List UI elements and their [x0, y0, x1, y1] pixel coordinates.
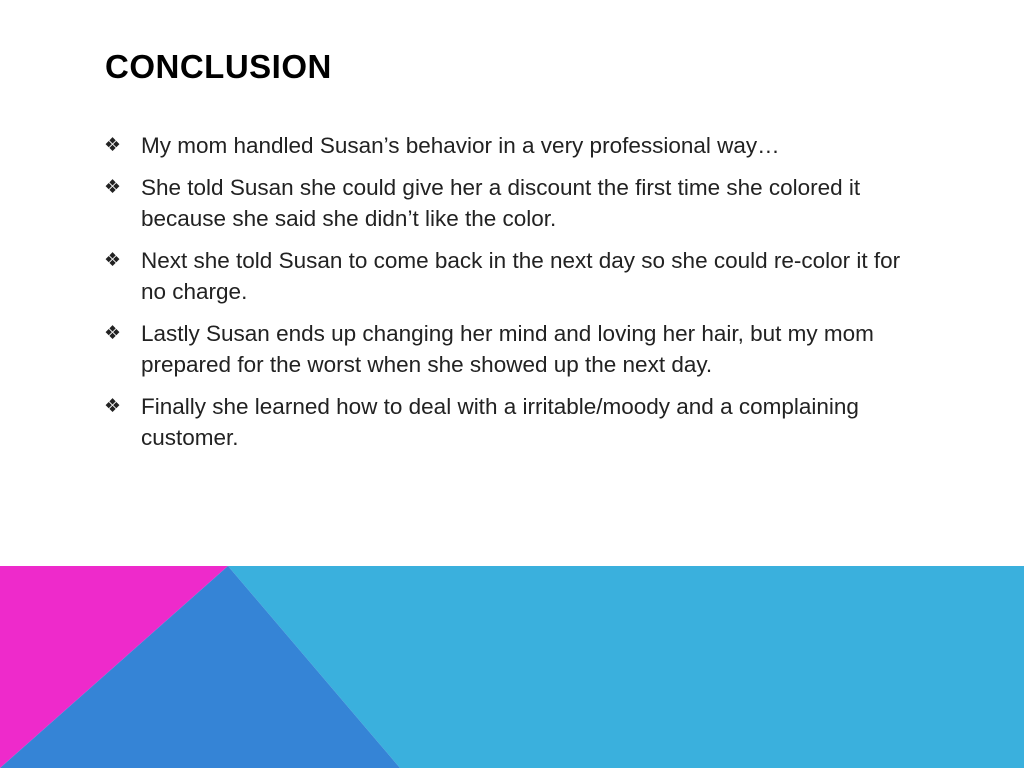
diamond-bullet-icon: ❖	[104, 134, 122, 156]
bullet-item	[104, 391, 924, 453]
diamond-bullet-icon: ❖	[104, 249, 122, 271]
bullet-list	[104, 130, 924, 464]
diamond-bullet-icon: ❖	[104, 322, 122, 344]
decorative-footer-shapes	[0, 566, 1024, 768]
diamond-bullet-icon: ❖	[104, 176, 122, 198]
bullet-item	[104, 245, 924, 307]
bullet-text: Lastly Susan ends up changing her mind and loving her hair, but my mom prepared for the worst when she showed up the next day.	[141, 321, 874, 377]
bullet-item	[104, 172, 924, 234]
bullet-text: Finally she learned how to deal with a irritable/moody and a complaining customer.	[141, 394, 859, 450]
bullet-item	[104, 318, 924, 380]
diamond-bullet-icon: ❖	[104, 395, 122, 417]
bullet-item	[104, 130, 924, 161]
slide-title: CONCLUSION	[105, 48, 332, 85]
bullet-text: Next she told Susan to come back in the next day so she could re-color it for no charge.	[141, 248, 901, 304]
bullet-text: My mom handled Susan’s behavior in a very professional way…	[141, 133, 780, 158]
bullet-text: She told Susan she could give her a discount the first time she colored it because she said she didn’t like the color.	[141, 175, 861, 231]
